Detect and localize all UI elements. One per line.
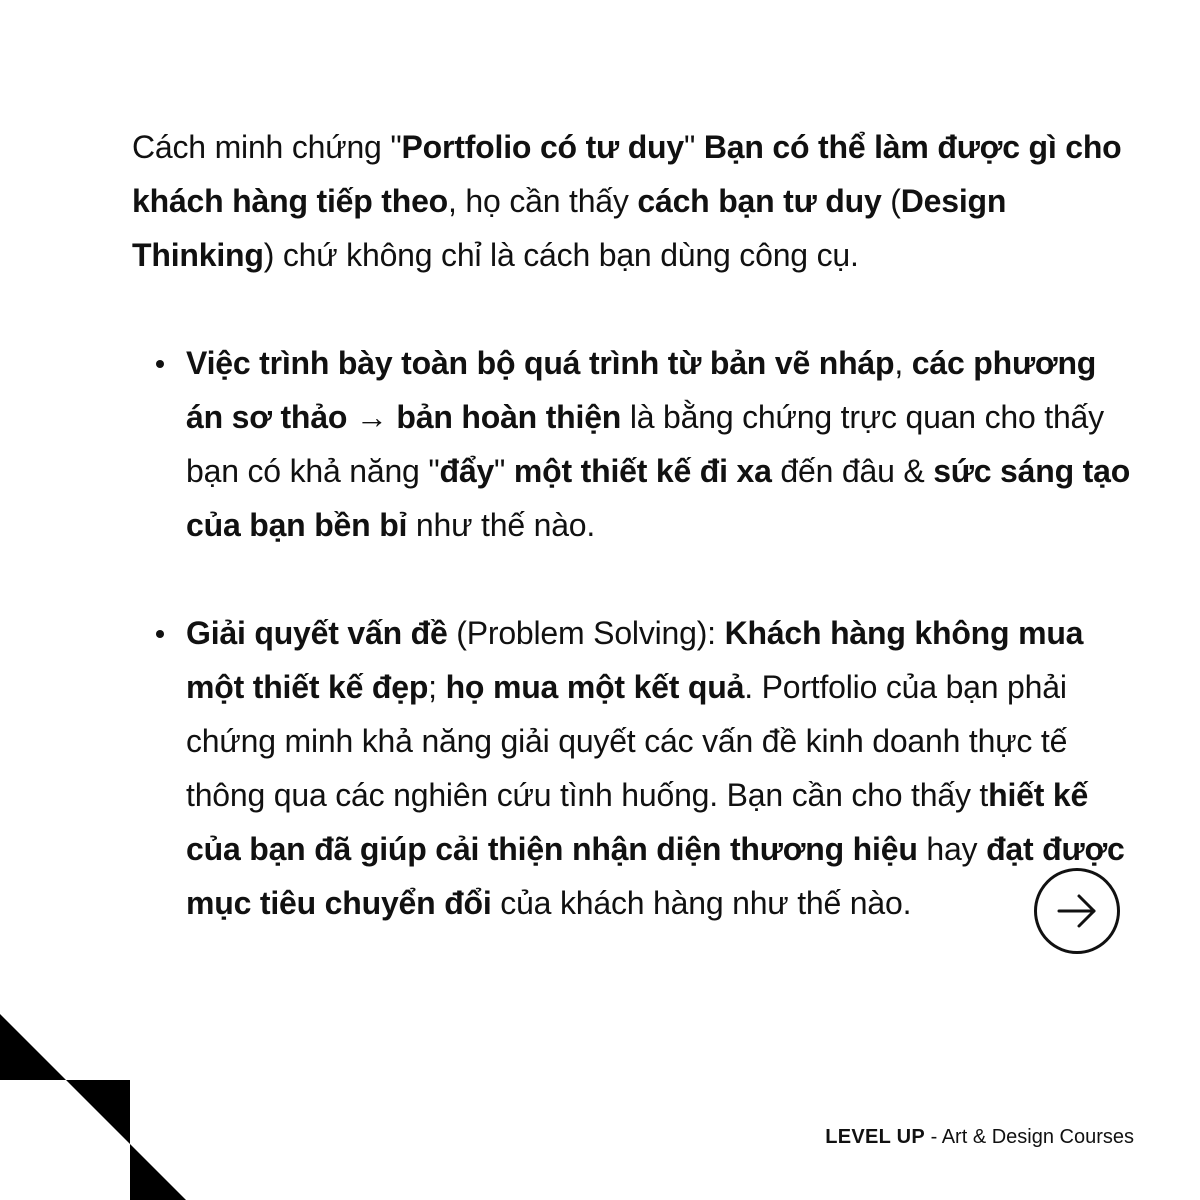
bullet-text-process	[186, 345, 1130, 543]
bullet-dot-icon	[156, 360, 164, 368]
bold-text-run: các phương án sơ thảo → bản hoàn thiện	[186, 345, 1097, 435]
bold-text-run: Portfolio có tư duy	[401, 129, 684, 165]
bold-text-run: Việc trình bày toàn bộ quá trình từ bản vẽ nháp	[186, 345, 895, 381]
bold-text-run: Giải quyết vấn đề	[186, 615, 448, 651]
bold-text-run: một thiết kế đi xa	[513, 453, 772, 489]
footer-brand: LEVEL UP	[825, 1126, 926, 1148]
triangle-bottom-right	[130, 1144, 186, 1200]
bullet-item-process	[132, 336, 1132, 552]
main-content	[132, 120, 1132, 930]
bold-text-run: sức sáng tạo của bạn bền bỉ	[186, 453, 1131, 543]
text-run: ) chứ không chỉ là cách bạn dùng công cụ.	[263, 237, 859, 273]
text-run: ,	[894, 345, 912, 381]
text-run: (Problem Solving):	[447, 615, 725, 651]
bold-text-run: Bạn có thể làm được gì cho khách hàng tiếp theo	[132, 129, 1122, 219]
text-run: , họ cần thấy	[448, 183, 638, 219]
text-run: như thế nào.	[407, 507, 596, 543]
bold-text-run: cách bạn tư duy	[637, 183, 882, 219]
text-run: đến đâu &	[771, 453, 934, 489]
footer-credit	[825, 1122, 1134, 1152]
text-run: hay	[917, 831, 987, 867]
footer-tagline: - Art & Design Courses	[925, 1126, 1134, 1148]
triangle-top-left	[0, 1014, 66, 1080]
bold-text-run: họ mua một kết quả	[445, 669, 745, 705]
bullet-text-problem-solving	[186, 615, 1125, 921]
text-run: . Portfolio của bạn phải chứng minh khả năng giải quyết các vấn đề kinh doanh thực tế thông qua các nghiên cứu tình huống. Bạn cần cho thấy t	[186, 669, 1068, 813]
decorative-triangles	[0, 1010, 190, 1200]
bold-text-run: Design Thinking	[132, 183, 1007, 273]
text-run: Cách minh chứng "	[132, 129, 402, 165]
next-slide-button[interactable]	[1034, 868, 1120, 954]
triangle-middle	[66, 1080, 130, 1144]
bold-text-run: Khách hàng không mua một thiết kế đẹp	[186, 615, 1084, 705]
text-run: ;	[428, 669, 446, 705]
bold-text-run: đạt được mục tiêu chuyển đổi	[186, 831, 1125, 921]
text-run: là bằng chứng trực quan cho thấy bạn có khả năng "	[186, 399, 1104, 489]
text-run: của khách hàng như thế nào.	[491, 885, 912, 921]
intro-paragraph	[132, 120, 1132, 282]
bold-text-run: hiết kế của bạn đã giúp cải thiện nhận diện thương hiệu	[186, 777, 1089, 867]
bullet-item-problem-solving	[132, 606, 1132, 930]
text-run: (	[881, 183, 901, 219]
text-run: "	[683, 129, 704, 165]
bullet-list	[132, 336, 1132, 930]
bold-text-run: đẩy	[439, 453, 495, 489]
arrow-right-icon	[1054, 888, 1100, 934]
text-run: "	[494, 453, 514, 489]
bullet-dot-icon	[156, 630, 164, 638]
